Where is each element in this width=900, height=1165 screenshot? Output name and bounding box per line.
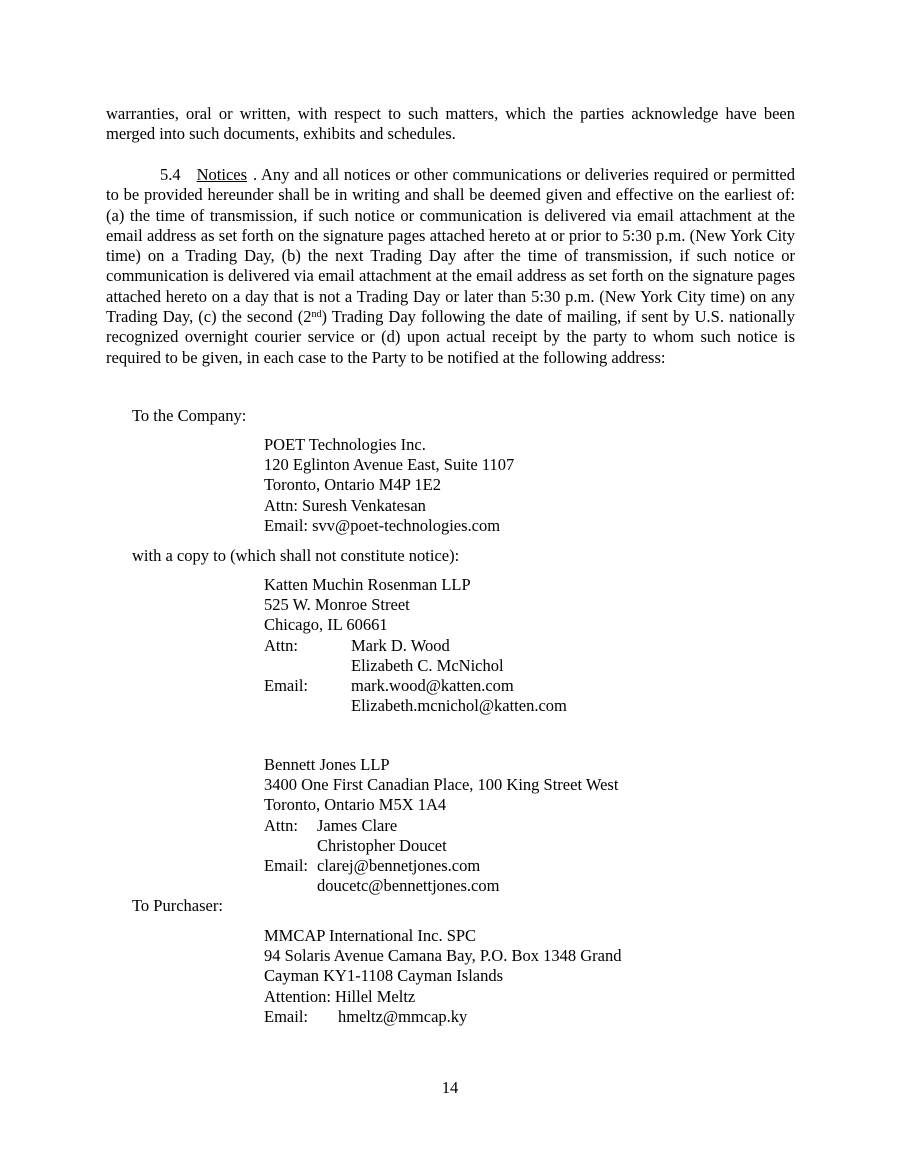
purchaser-name: MMCAP International Inc. SPC [264, 926, 477, 945]
continuation-text: warranties, oral or written, with respect to such matters, which the parties acknowledge have been merged into such documents, exhibits and schedules. [106, 104, 795, 144]
ordinal-superscript: nd [311, 309, 322, 321]
katten-attn-1: Mark D. Wood [351, 635, 450, 655]
bennett-email-1: clarej@bennetjones.com [317, 855, 481, 875]
section-body-part-b: ) Trading Day following the date of mailing, if sent by U.S. nationally recognized overnight courier service or (d) upon actual receipt by the party to whom such notice is required to be given, in each case to the Party to be notified at the following address: [106, 307, 795, 367]
bennett-address-block [264, 755, 618, 896]
to-purchaser-label: To Purchaser: [132, 896, 223, 915]
company-address-line-1: 120 Eglinton Avenue East, Suite 1107 [264, 455, 515, 475]
bennett-email-2: doucetc@bennettjones.com [317, 876, 500, 896]
copy-to-label: with a copy to (which shall not constitute notice): [132, 546, 460, 565]
section-notices-paragraph [106, 165, 795, 368]
katten-address-block [264, 575, 567, 716]
katten-email-2: Elizabeth.mcnichol@katten.com [351, 696, 567, 716]
katten-email-1: mark.wood@katten.com [351, 675, 514, 695]
katten-attn-label: Attn: [264, 635, 298, 655]
katten-email-label: Email: [264, 675, 308, 695]
purchaser-address-block [264, 926, 621, 1027]
katten-email-row [264, 676, 567, 696]
to-company-label: To the Company: [132, 406, 247, 425]
bennett-attn-1: James Clare [317, 815, 398, 835]
purchaser-email-row [264, 1007, 621, 1027]
page-number: 14 [441, 1078, 459, 1097]
section-body-part-a: . Any and all notices or other communications or deliveries required or permitted to be provided hereunder shall be in writing and shall be deemed given and effective on the earliest of: (a) the time of transmission, if such notice or communication is delivered via email attachment at the email address as set forth on the signature pages attached hereto at or prior to 5:30 p.m. (New York City time) on a Trading Day, (b) the next Trading Day after the time of transmission, if such notice or communication is delivered via email attachment at the email address as set forth on the signature pages attached hereto on a day that is not a Trading Day or later than 5:30 p.m. (New York City time) on any Trading Day, (c) the second (2 [106, 165, 795, 327]
katten-attn-row [264, 636, 567, 656]
company-address-block [264, 435, 514, 536]
section-title: Notices [196, 165, 248, 184]
katten-attn-2: Elizabeth C. McNichol [351, 655, 504, 675]
bennett-attn-row-2 [264, 836, 618, 856]
purchaser-attention: Attention: Hillel Meltz [264, 986, 416, 1006]
bennett-email-row-2 [264, 876, 618, 896]
purchaser-address-line-1: 94 Solaris Avenue Camana Bay, P.O. Box 1348 Grand [264, 946, 622, 966]
company-attn: Attn: Suresh Venkatesan [264, 495, 426, 515]
company-address-line-2: Toronto, Ontario M4P 1E2 [264, 475, 441, 495]
purchaser-email-label: Email: [264, 1006, 308, 1026]
bennett-name: Bennett Jones LLP [264, 755, 390, 774]
bennett-attn-2: Christopher Doucet [317, 835, 447, 855]
purchaser-email: hmeltz@mmcap.ky [338, 1006, 468, 1026]
katten-attn-row-2 [264, 656, 567, 676]
company-email: Email: svv@poet-technologies.com [264, 515, 501, 535]
katten-address-line-2: Chicago, IL 60661 [264, 615, 388, 635]
bennett-address-line-2: Toronto, Ontario M5X 1A4 [264, 795, 447, 815]
katten-address-line-1: 525 W. Monroe Street [264, 595, 410, 615]
bennett-email-label: Email: [264, 855, 308, 875]
katten-email-row-2 [264, 696, 567, 716]
bennett-attn-row [264, 816, 618, 836]
katten-name: Katten Muchin Rosenman LLP [264, 575, 471, 594]
purchaser-address-line-2: Cayman KY1-1108 Cayman Islands [264, 966, 504, 986]
bennett-address-line-1: 3400 One First Canadian Place, 100 King Street West [264, 775, 619, 795]
bennett-attn-label: Attn: [264, 815, 298, 835]
company-name: POET Technologies Inc. [264, 435, 426, 454]
bennett-email-row [264, 856, 618, 876]
section-number: 5.4 [160, 165, 181, 184]
continuation-paragraph [106, 104, 795, 145]
